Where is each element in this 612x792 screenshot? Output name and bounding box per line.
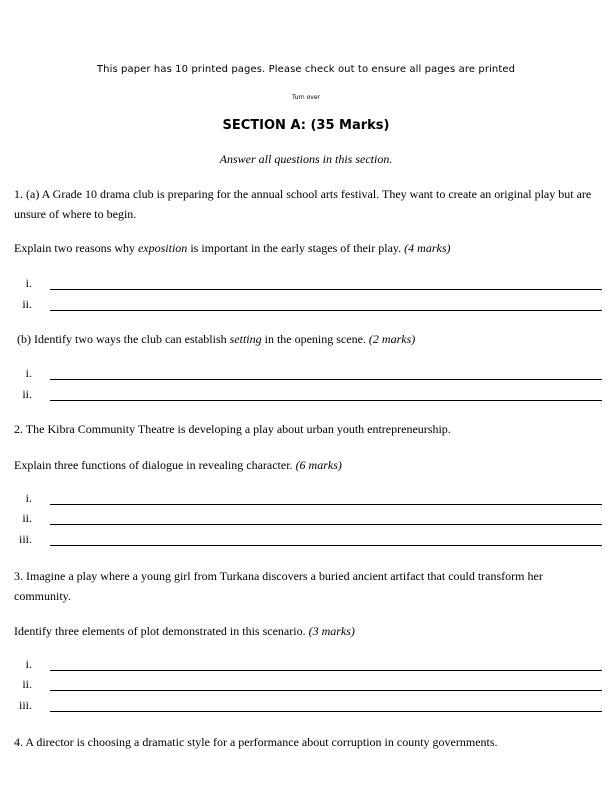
- section-title: SECTION A: (35 Marks): [222, 118, 390, 133]
- answer-line[interactable]: [14, 511, 602, 525]
- answer-line[interactable]: [14, 677, 602, 691]
- answer-line[interactable]: [14, 297, 602, 311]
- prompt-text: Explain two reasons why: [14, 241, 138, 255]
- answer-rule: [50, 504, 602, 505]
- marks-label: (6 marks): [295, 458, 342, 472]
- question-1a-prompt: [14, 238, 602, 258]
- turn-over-note: Turn over: [291, 94, 320, 101]
- question-2-prompt: [14, 455, 602, 475]
- marks-label: (4 marks): [404, 241, 451, 255]
- item-number: ii.: [22, 297, 32, 311]
- answer-rule: [50, 524, 602, 525]
- answer-line[interactable]: [14, 657, 602, 671]
- prompt-text: in the opening scene.: [261, 332, 369, 346]
- section-instruction: Answer all questions in this section.: [219, 152, 393, 166]
- item-number: i.: [25, 366, 32, 380]
- prompt-text: Identify three elements of plot demonstrated in this scenario.: [14, 624, 309, 638]
- item-number: ii.: [22, 677, 32, 691]
- answer-rule: [50, 545, 602, 546]
- prompt-term: setting: [229, 332, 262, 346]
- answer-rule: [50, 289, 602, 290]
- answer-rule: [50, 310, 602, 311]
- answer-rule: [50, 670, 602, 671]
- prompt-text: Explain three functions of dialogue in revealing character.: [14, 458, 296, 472]
- answer-line[interactable]: [14, 532, 602, 546]
- page-count-notice: This paper has 10 printed pages. Please check out to ensure all pages are printed: [96, 64, 516, 75]
- answer-line[interactable]: [14, 698, 602, 712]
- item-number: ii.: [22, 387, 32, 401]
- prompt-text: is important in the early stages of their play.: [187, 241, 405, 255]
- prompt-text: (b) Identify two ways the club can establish: [17, 332, 230, 346]
- item-number: iii.: [18, 532, 32, 546]
- item-number: ii.: [22, 511, 32, 525]
- marks-label: (3 marks): [308, 624, 355, 638]
- question-3-prompt: [14, 621, 602, 641]
- item-number: iii.: [18, 698, 32, 712]
- prompt-term: exposition: [137, 241, 188, 255]
- question-1a-text: 1. (a) A Grade 10 drama club is preparing for the annual school arts festival. They want to create an original play but are unsure of where to begin.: [14, 187, 592, 221]
- item-number: i.: [25, 276, 32, 290]
- answer-rule: [50, 690, 602, 691]
- answer-line[interactable]: [14, 491, 602, 505]
- question-4-text: 4. A director is choosing a dramatic style for a performance about corruption in county governments.: [14, 735, 498, 749]
- answer-rule: [50, 379, 602, 380]
- answer-line[interactable]: [14, 276, 602, 290]
- item-number: i.: [25, 491, 32, 505]
- answer-rule: [50, 711, 602, 712]
- marks-label: (2 marks): [368, 332, 416, 346]
- answer-line[interactable]: [14, 366, 602, 380]
- question-3-text: 3. Imagine a play where a young girl from Turkana discovers a buried ancient artifact that could transform her community.: [14, 569, 543, 603]
- item-number: i.: [25, 657, 32, 671]
- question-1b-prompt: [17, 329, 605, 349]
- question-2-text: 2. The Kibra Community Theatre is developing a play about urban youth entrepreneurship.: [14, 422, 451, 436]
- answer-rule: [50, 400, 602, 401]
- answer-line[interactable]: [14, 387, 602, 401]
